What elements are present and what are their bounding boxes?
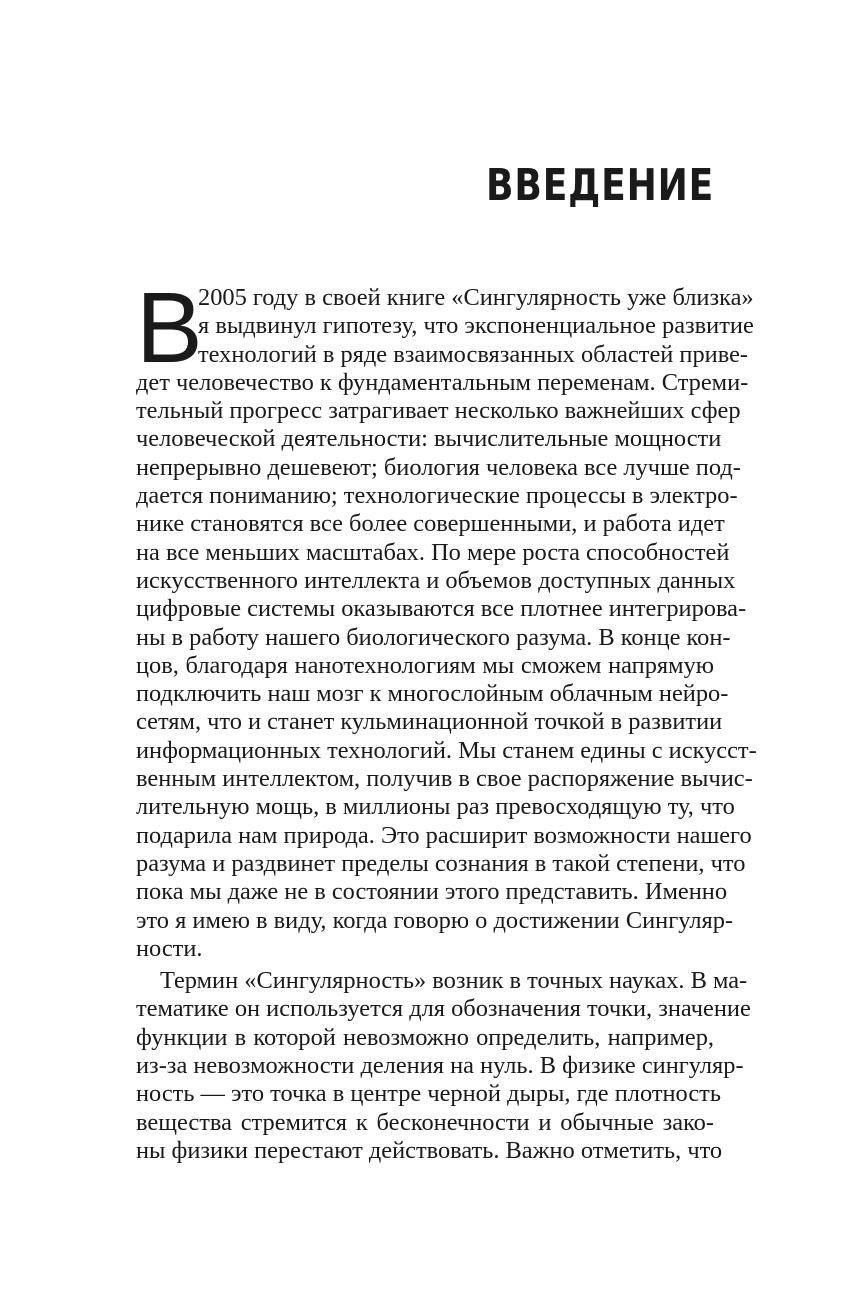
text-line: ны в работу нашего биологического разума. В конце кон-: [136, 623, 731, 651]
text-line: лительную мощь, в миллионы раз превосходящую ту, что: [136, 793, 735, 821]
text-line: разума и раздвинет пределы сознания в такой степени, что: [136, 849, 746, 877]
text-line: нике становятся все более совершенными, и работа идет: [136, 510, 725, 538]
text-line: дет человечество к фундаментальным переменам. Стреми-: [136, 368, 749, 396]
text-line: 2005 году в своей книге «Сингулярность уже близка»: [198, 284, 754, 311]
text-line: цифровые системы оказываются все плотнее интегрирова-: [136, 595, 747, 623]
text-line: подарила нам природа. Это расширит возможности нашего: [136, 821, 752, 849]
text-line: дается пониманию; технологические процессы в электро-: [136, 482, 738, 510]
text-line: венным интеллектом, получив в свое распоряжение вычис-: [136, 765, 753, 793]
drop-cap: В: [136, 272, 203, 384]
text-line: вещества стремится к бесконечности и обычные зако-: [136, 1108, 714, 1136]
paragraph-2: [136, 967, 751, 1165]
text-line: ности.: [136, 934, 203, 962]
text-line: на все меньших масштабах. По мере роста способностей: [136, 538, 730, 566]
text-line: человеческой деятельности: вычислительные мощности: [136, 425, 722, 453]
text-line: сетям, что и станет кульминационной точкой в развитии: [136, 708, 723, 736]
text-line: искусственного интеллекта и объемов доступных данных: [136, 566, 736, 594]
text-line: подключить наш мозг к многослойным облачным нейро-: [136, 680, 729, 708]
text-line: функции в которой невозможно определить, например,: [136, 1023, 714, 1051]
text-line: это я имею в виду, когда говорю о достижении Сингуляр-: [136, 906, 734, 934]
text-line: я выдвинул гипотезу, что экспоненциальное развитие: [198, 312, 754, 340]
text-line: информационных технологий. Мы станем едины с искусст-: [136, 736, 757, 764]
text-line: непрерывно дешевеют; биология человека все лучше под-: [136, 453, 741, 481]
text-line: тематике он используется для обозначения точки, значение: [136, 995, 751, 1023]
text-line: пока мы даже не в состоянии этого представить. Именно: [136, 878, 728, 906]
text-line: технологий в ряде взаимосвязанных областей приве-: [198, 340, 749, 368]
text-line: из-за невозможности деления на нуль. В физике сингуляр-: [136, 1052, 744, 1080]
text-line: ность — это точка в центре черной дыры, где плотность: [136, 1080, 721, 1108]
text-line: ны физики перестают действовать. Важно отметить, что: [136, 1136, 723, 1164]
text-line: Термин «Сингулярность» возник в точных науках. В ма-: [160, 967, 748, 995]
text-line: цов, благодаря нанотехнологиям мы сможем напрямую: [136, 651, 714, 679]
chapter-title: ВВЕДЕНИЕ: [485, 160, 714, 211]
text-line: тельный прогресс затрагивает несколько важнейших сфер: [136, 397, 741, 425]
chapter-body: [136, 272, 757, 1165]
paragraph-1: [136, 272, 757, 963]
